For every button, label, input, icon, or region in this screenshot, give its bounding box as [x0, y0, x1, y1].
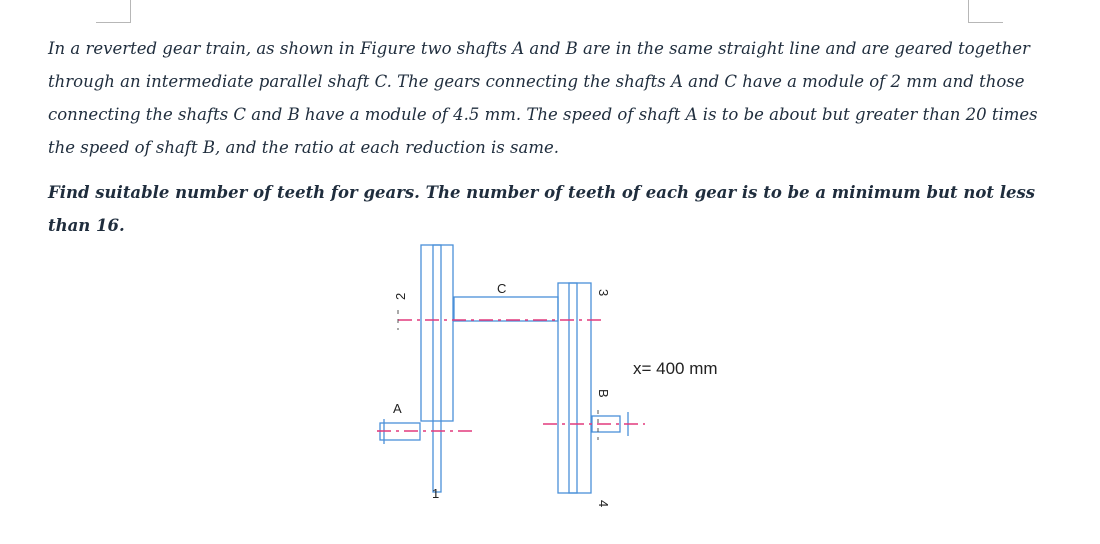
gear-2-outline: [421, 245, 453, 421]
gear-1-label: 1: [432, 486, 440, 501]
gear-train-figure: [360, 230, 780, 530]
distance-label: x= 400 mm: [633, 359, 718, 378]
gear-2-label: 2: [393, 292, 408, 300]
gear-4-label: 4: [596, 500, 611, 508]
gear-4-outline: [569, 283, 577, 493]
shaft-a-label: A: [393, 401, 402, 416]
shaft-c-outline: [454, 297, 558, 321]
gear-3-outline: [558, 283, 591, 493]
problem-paragraph: In a reverted gear train, as shown in Figure two shafts A and B are in the same straight line and are geared together through an intermediate parallel shaft C. The gears connecting the shafts A and C have a module of 2 mm and those connecting the shafts C and B have a module of 4.5 mm. The speed of shaft A is to be about but greater than 20 times the speed of shaft B, and the ratio at each reduction is same.: [48, 39, 1038, 157]
shaft-c-label: C: [497, 281, 507, 296]
problem-task: Find suitable number of teeth for gears. The number of teeth of each gear is to be a minimum but not less than 16.: [48, 183, 1036, 235]
page-corner-right: [968, 0, 1003, 23]
shaft-b-label: B: [596, 389, 611, 398]
gear-3-label: 3: [596, 289, 611, 297]
page-corner-left: [96, 0, 131, 23]
gear-1-outline: [433, 245, 441, 492]
